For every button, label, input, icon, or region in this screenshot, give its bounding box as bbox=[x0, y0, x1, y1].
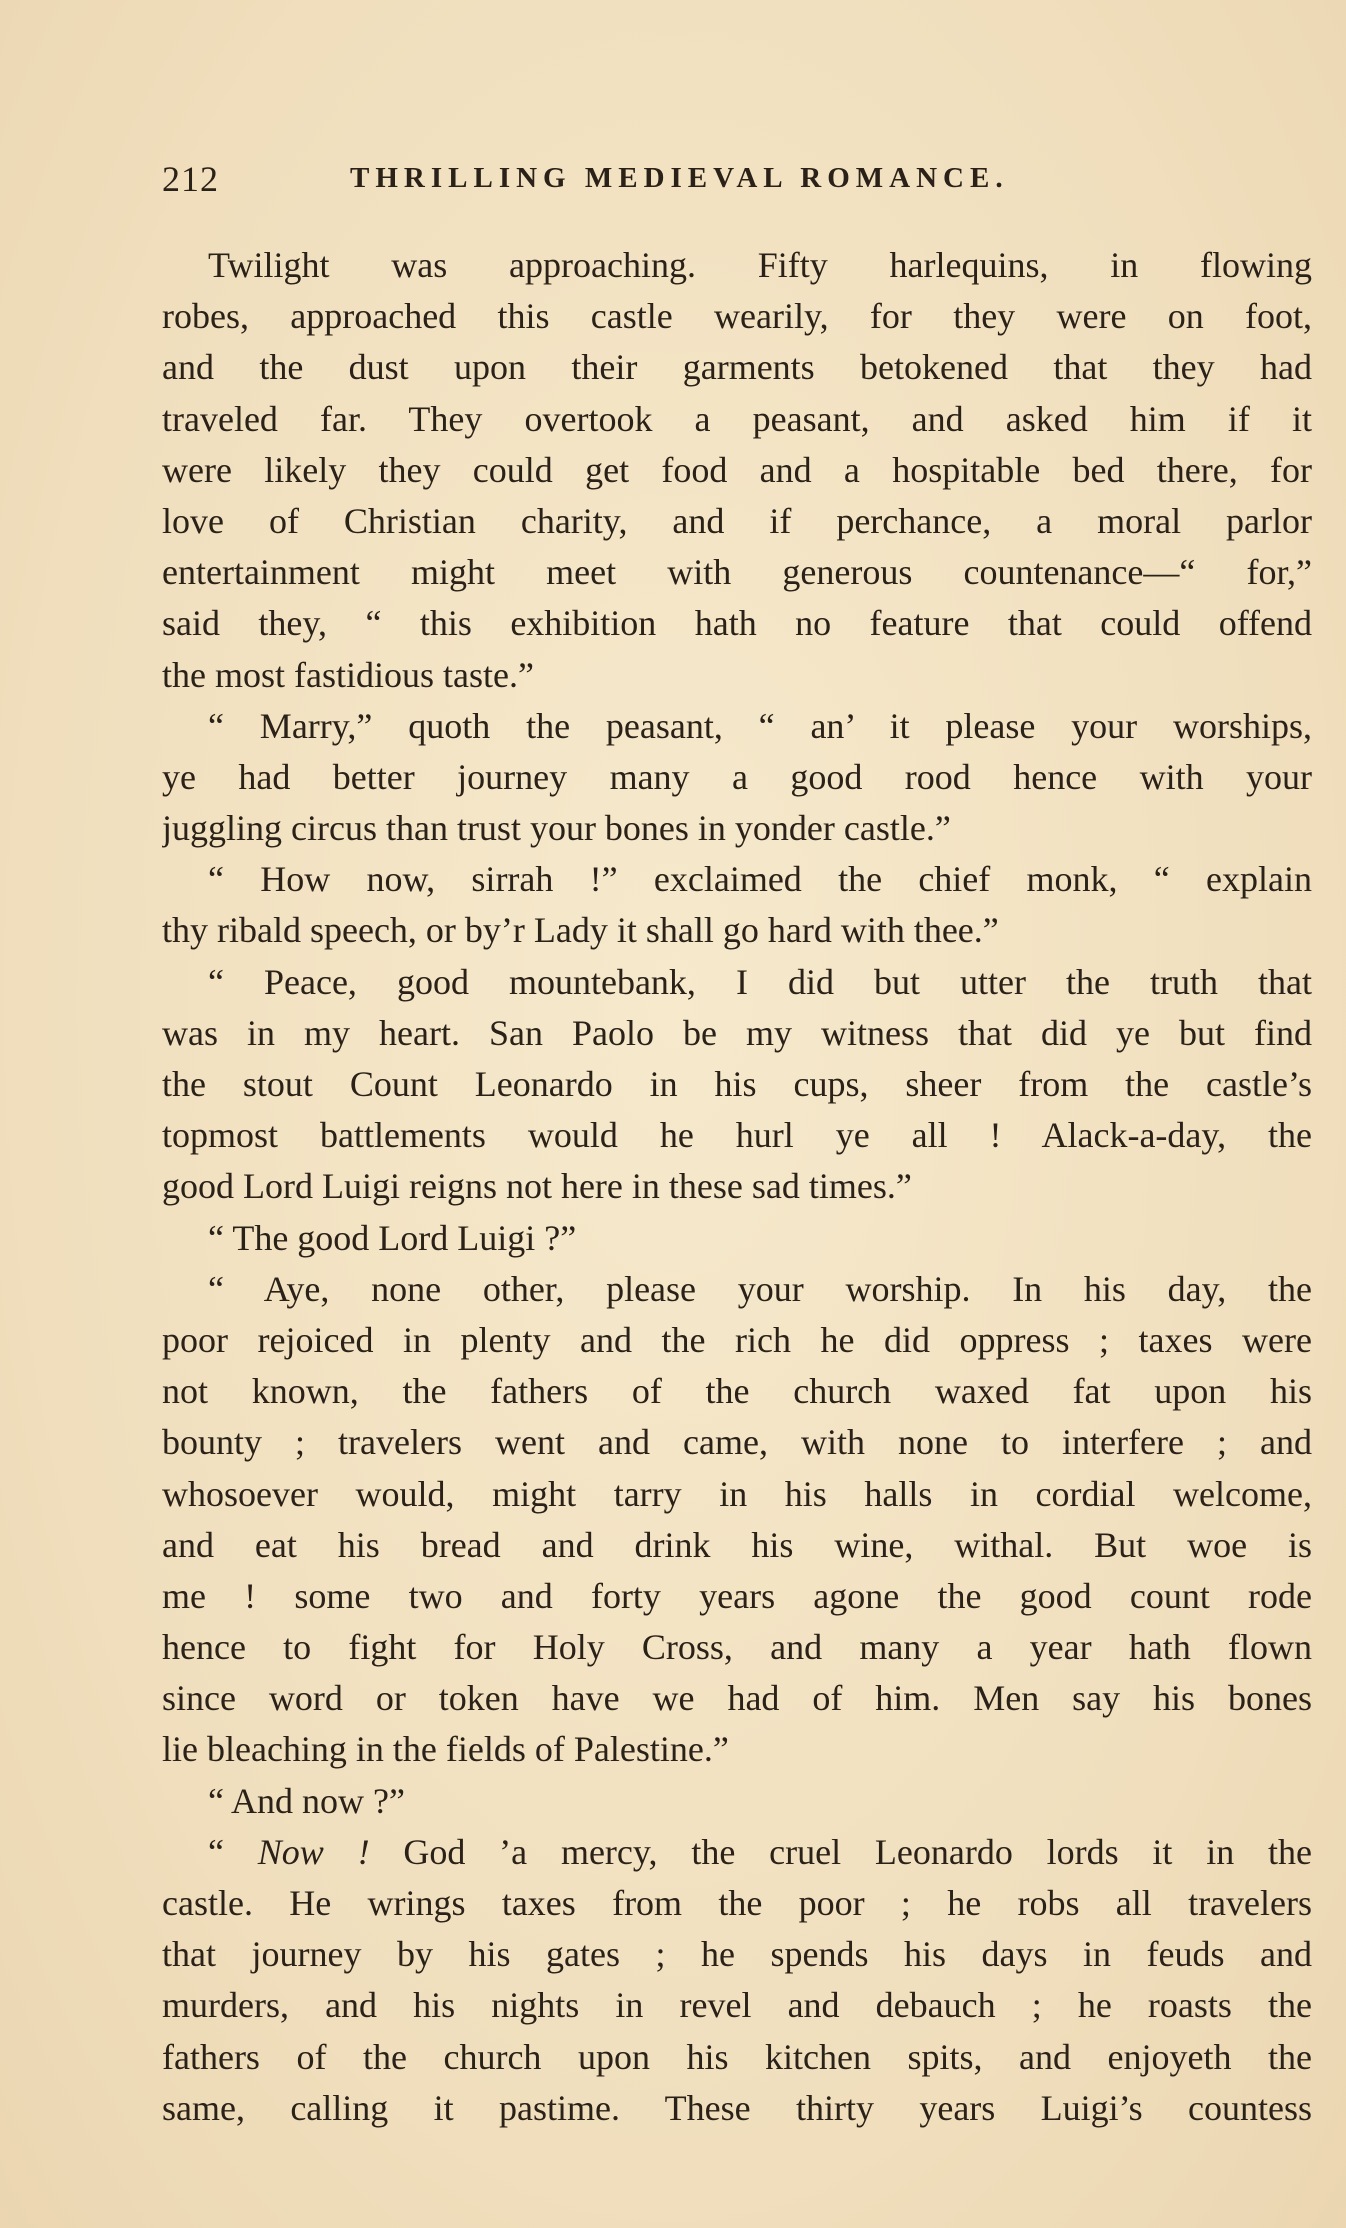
text-line: poor rejoiced in plenty and the rich he did oppress ; taxes were bbox=[162, 1319, 1312, 1360]
text-line: “ How now, sirrah !” exclaimed the chief monk, “ explain bbox=[208, 859, 1312, 900]
text-line: said they, “ this exhibition hath no feature that could offend bbox=[162, 603, 1312, 644]
text-line: traveled far. They overtook a peasant, and asked him if it bbox=[162, 398, 1312, 439]
text-line: lie bleaching in the fields of Palestine.” bbox=[162, 1729, 729, 1770]
page-header bbox=[162, 150, 1262, 210]
running-head: THRILLING MEDIEVAL ROMANCE. bbox=[350, 162, 1009, 194]
text-line: and the dust upon their garments betokened that they had bbox=[162, 347, 1312, 388]
text-line: that journey by his gates ; he spends his days in feuds and bbox=[162, 1934, 1312, 1975]
text-line: hence to fight for Holy Cross, and many a year hath flown bbox=[162, 1627, 1312, 1668]
text-line: same, calling it pastime. These thirty years Luigi’s countess bbox=[162, 2087, 1312, 2128]
text-line: juggling circus than trust your bones in yonder castle.” bbox=[162, 808, 951, 849]
text-line: topmost battlements would he hurl ye all ! Alack-a-day, the bbox=[162, 1115, 1312, 1156]
text-line: not known, the fathers of the church waxed fat upon his bbox=[162, 1371, 1312, 1412]
text-line: good Lord Luigi reigns not here in these sad times.” bbox=[162, 1166, 912, 1207]
text-line: Twilight was approaching. Fifty harlequins, in flowing bbox=[208, 245, 1312, 285]
text-line: was in my heart. San Paolo be my witness that did ye but find bbox=[162, 1012, 1312, 1053]
text-line: “ The good Lord Luigi ?” bbox=[208, 1217, 577, 1258]
text-line: love of Christian charity, and if perchance, a moral parlor bbox=[162, 500, 1312, 541]
text-line: and eat his bread and drink his wine, withal. But woe is bbox=[162, 1524, 1312, 1565]
text-line: me ! some two and forty years agone the good count rode bbox=[162, 1575, 1312, 1616]
italic-word: Now ! bbox=[257, 1831, 370, 1872]
text-line: bounty ; travelers went and came, with none to interfere ; and bbox=[162, 1422, 1312, 1463]
text-line: the stout Count Leonardo in his cups, sheer from the castle’s bbox=[162, 1064, 1312, 1104]
text-line: were likely they could get food and a hospitable bed there, for bbox=[162, 449, 1312, 490]
body-text bbox=[162, 240, 1312, 2134]
text-line: robes, approached this castle wearily, for they were on foot, bbox=[162, 296, 1312, 337]
page-number: 212 bbox=[162, 159, 219, 199]
text-line: entertainment might meet with generous countenance—“ for,” bbox=[162, 552, 1312, 593]
text-line-with-italic: “ Now ! God ’a mercy, the cruel Leonardo lords it in the bbox=[208, 1831, 1312, 1872]
text-line: “ And now ?” bbox=[208, 1780, 405, 1821]
text-line: the most fastidious taste.” bbox=[162, 654, 534, 695]
text-line: “ Aye, none other, please your worship. In his day, the bbox=[208, 1268, 1312, 1309]
text-line: “ Marry,” quoth the peasant, “ an’ it please your worships, bbox=[208, 705, 1312, 746]
text-line: castle. He wrings taxes from the poor ; he robs all travelers bbox=[162, 1883, 1312, 1923]
text-line: murders, and his nights in revel and debauch ; he roasts the bbox=[162, 1985, 1312, 2026]
text-line: ye had better journey many a good rood hence with your bbox=[162, 756, 1312, 797]
text-line: thy ribald speech, or by’r Lady it shall go hard with thee.” bbox=[162, 910, 999, 951]
text-line: “ Peace, good mountebank, I did but utter the truth that bbox=[208, 961, 1312, 1002]
text-line: fathers of the church upon his kitchen spits, and enjoyeth the bbox=[162, 2036, 1312, 2077]
line-remainder: God ’a mercy, the cruel Leonardo lords it in the bbox=[403, 1831, 1312, 1872]
text-line: since word or token have we had of him. Men say his bones bbox=[162, 1678, 1312, 1719]
text-line: whosoever would, might tarry in his halls in cordial welcome, bbox=[162, 1473, 1312, 1514]
